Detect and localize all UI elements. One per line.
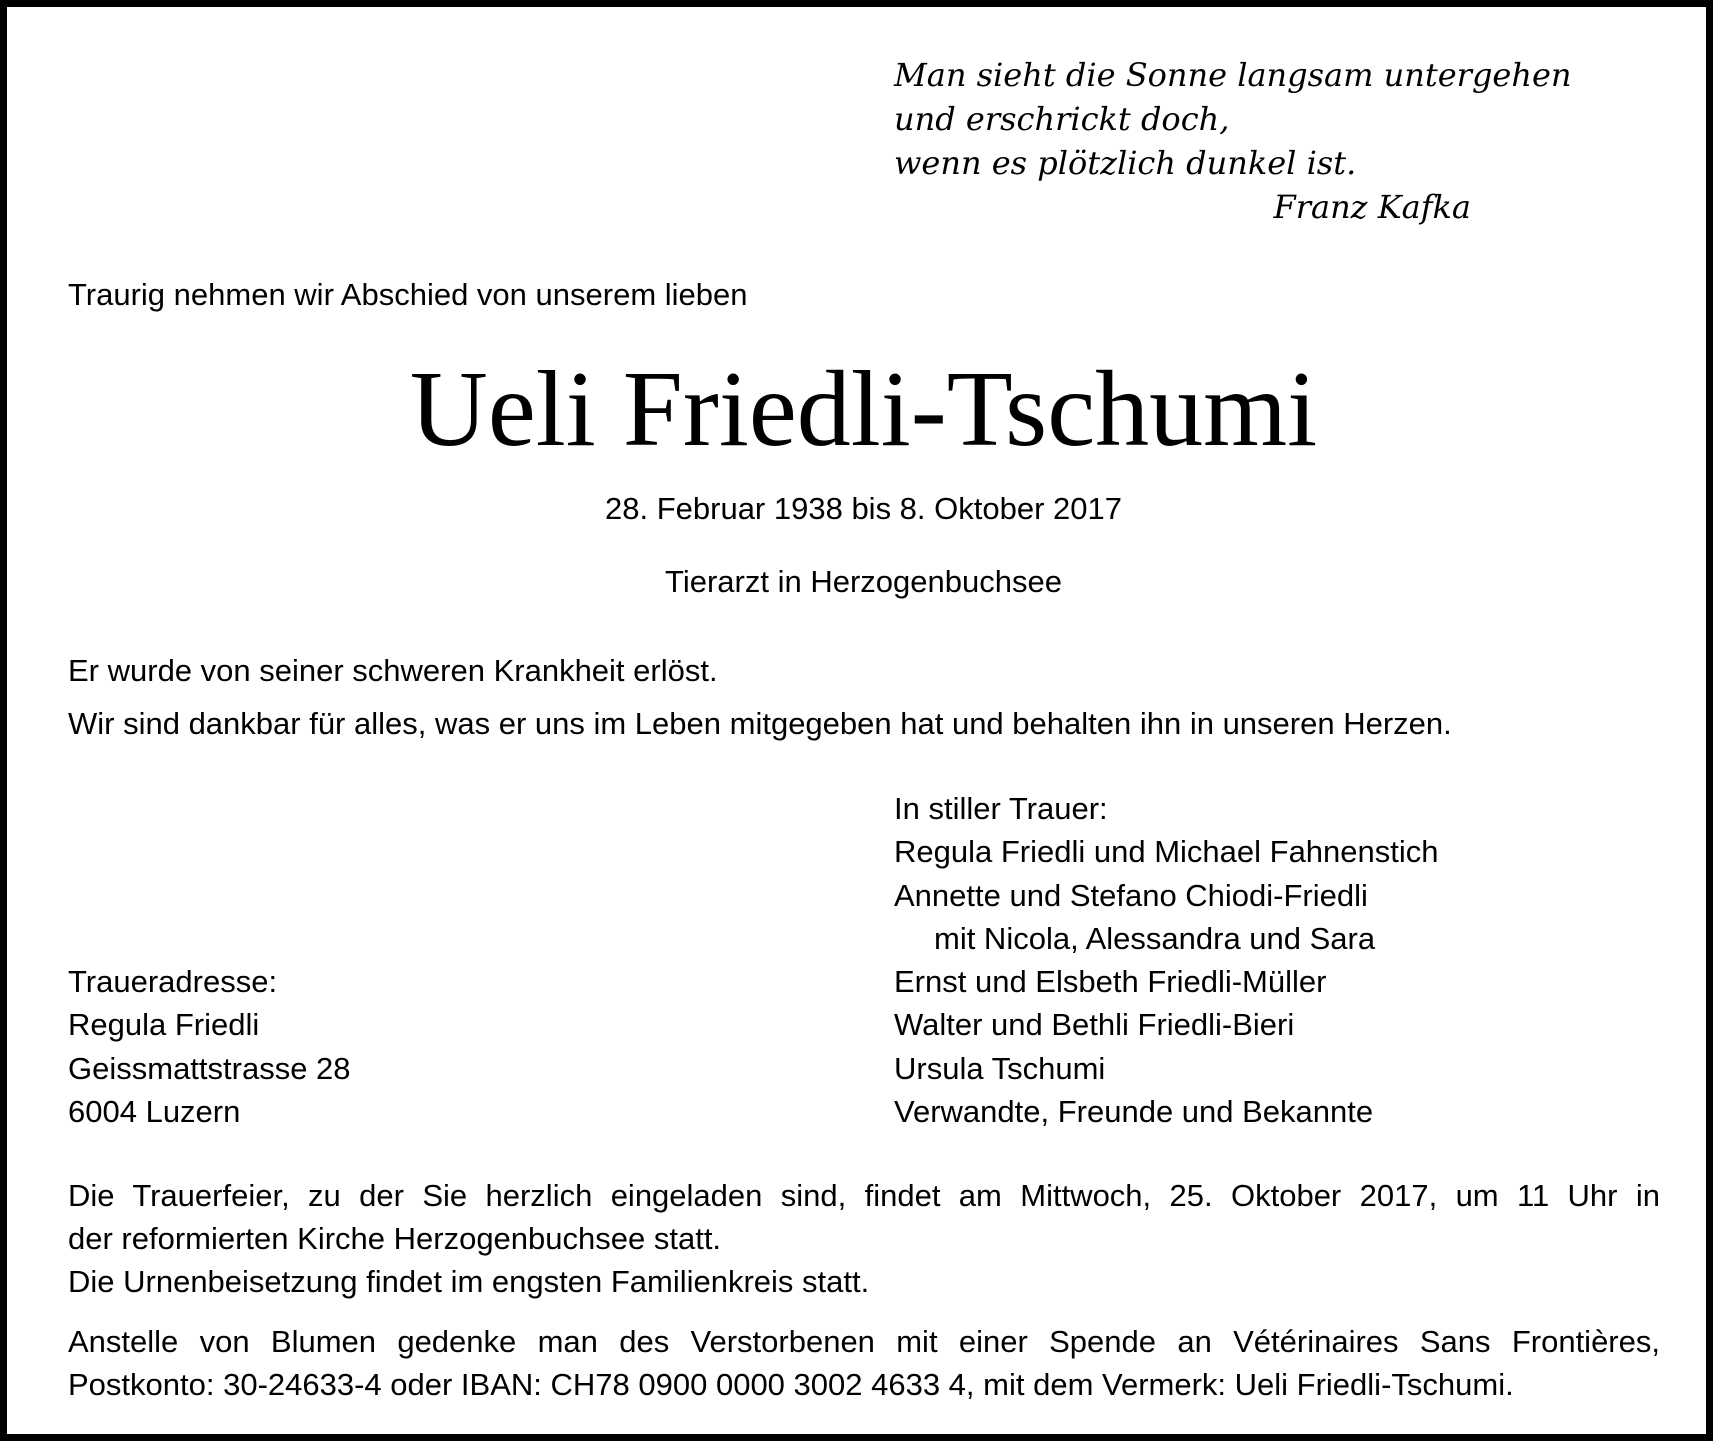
ceremony-line: Die Trauerfeier, zu der Sie herzlich eingeladen sind, findet am Mittwoch, 25. Oktober 2017, um 11 Uhr in bbox=[68, 1178, 1660, 1213]
quote-author: Franz Kafka bbox=[1273, 188, 1471, 226]
life-dates: 28. Februar 1938 bis 8. Oktober 2017 bbox=[605, 491, 1122, 526]
ceremony-info bbox=[68, 1174, 1660, 1303]
quote-line: wenn es plötzlich dunkel ist. bbox=[894, 144, 1357, 182]
quote-line: Man sieht die Sonne langsam untergehen bbox=[894, 56, 1572, 94]
address-line: Regula Friedli bbox=[68, 1007, 260, 1043]
intro-text: Traurig nehmen wir Abschied von unserem lieben bbox=[68, 277, 748, 312]
profession: Tierarzt in Herzogenbuchsee bbox=[665, 564, 1062, 599]
ceremony-line: Die Urnenbeisetzung findet im engsten Familienkreis statt. bbox=[68, 1264, 870, 1299]
kafka-quote bbox=[894, 53, 1594, 185]
mourner-name: Ernst und Elsbeth Friedli-Müller bbox=[894, 964, 1327, 1000]
quote-line: und erschrickt doch, bbox=[894, 100, 1230, 138]
mourner-name: Annette und Stefano Chiodi-Friedli bbox=[894, 877, 1368, 913]
deceased-name: Ueli Friedli-Tschumi bbox=[409, 350, 1318, 469]
mourner-name: Ursula Tschumi bbox=[894, 1050, 1106, 1086]
address-heading: Traueradresse: bbox=[68, 964, 278, 999]
mourner-name: Verwandte, Freunde und Bekannte bbox=[894, 1094, 1374, 1130]
mourner-name: Regula Friedli und Michael Fahnenstich bbox=[894, 834, 1439, 870]
mourner-name: Walter und Bethli Friedli-Bieri bbox=[894, 1007, 1295, 1043]
address-line: Geissmattstrasse 28 bbox=[68, 1050, 351, 1086]
mourners-list bbox=[894, 787, 1654, 1133]
body-text-1: Er wurde von seiner schweren Krankheit erlöst. bbox=[68, 653, 718, 688]
address-line: 6004 Luzern bbox=[68, 1093, 241, 1129]
mourners-heading: In stiller Trauer: bbox=[894, 791, 1108, 826]
ceremony-line: der reformierten Kirche Herzogenbuchsee statt. bbox=[68, 1221, 722, 1256]
mourner-name: mit Nicola, Alessandra und Sara bbox=[934, 920, 1376, 956]
donation-info bbox=[68, 1320, 1660, 1406]
mourning-address bbox=[68, 960, 668, 1133]
donation-line: Anstelle von Blumen gedenke man des Verstorbenen mit einer Spende an Vétérinaires Sans Frontières, bbox=[68, 1324, 1660, 1359]
donation-line: Postkonto: 30-24633-4 oder IBAN: CH78 0900 0000 3002 4633 4, mit dem Vermerk: Ueli Friedli-Tschumi. bbox=[68, 1367, 1514, 1402]
body-text-2: Wir sind dankbar für alles, was er uns im Leben mitgegeben hat und behalten ihn in unseren Herzen. bbox=[68, 706, 1452, 741]
